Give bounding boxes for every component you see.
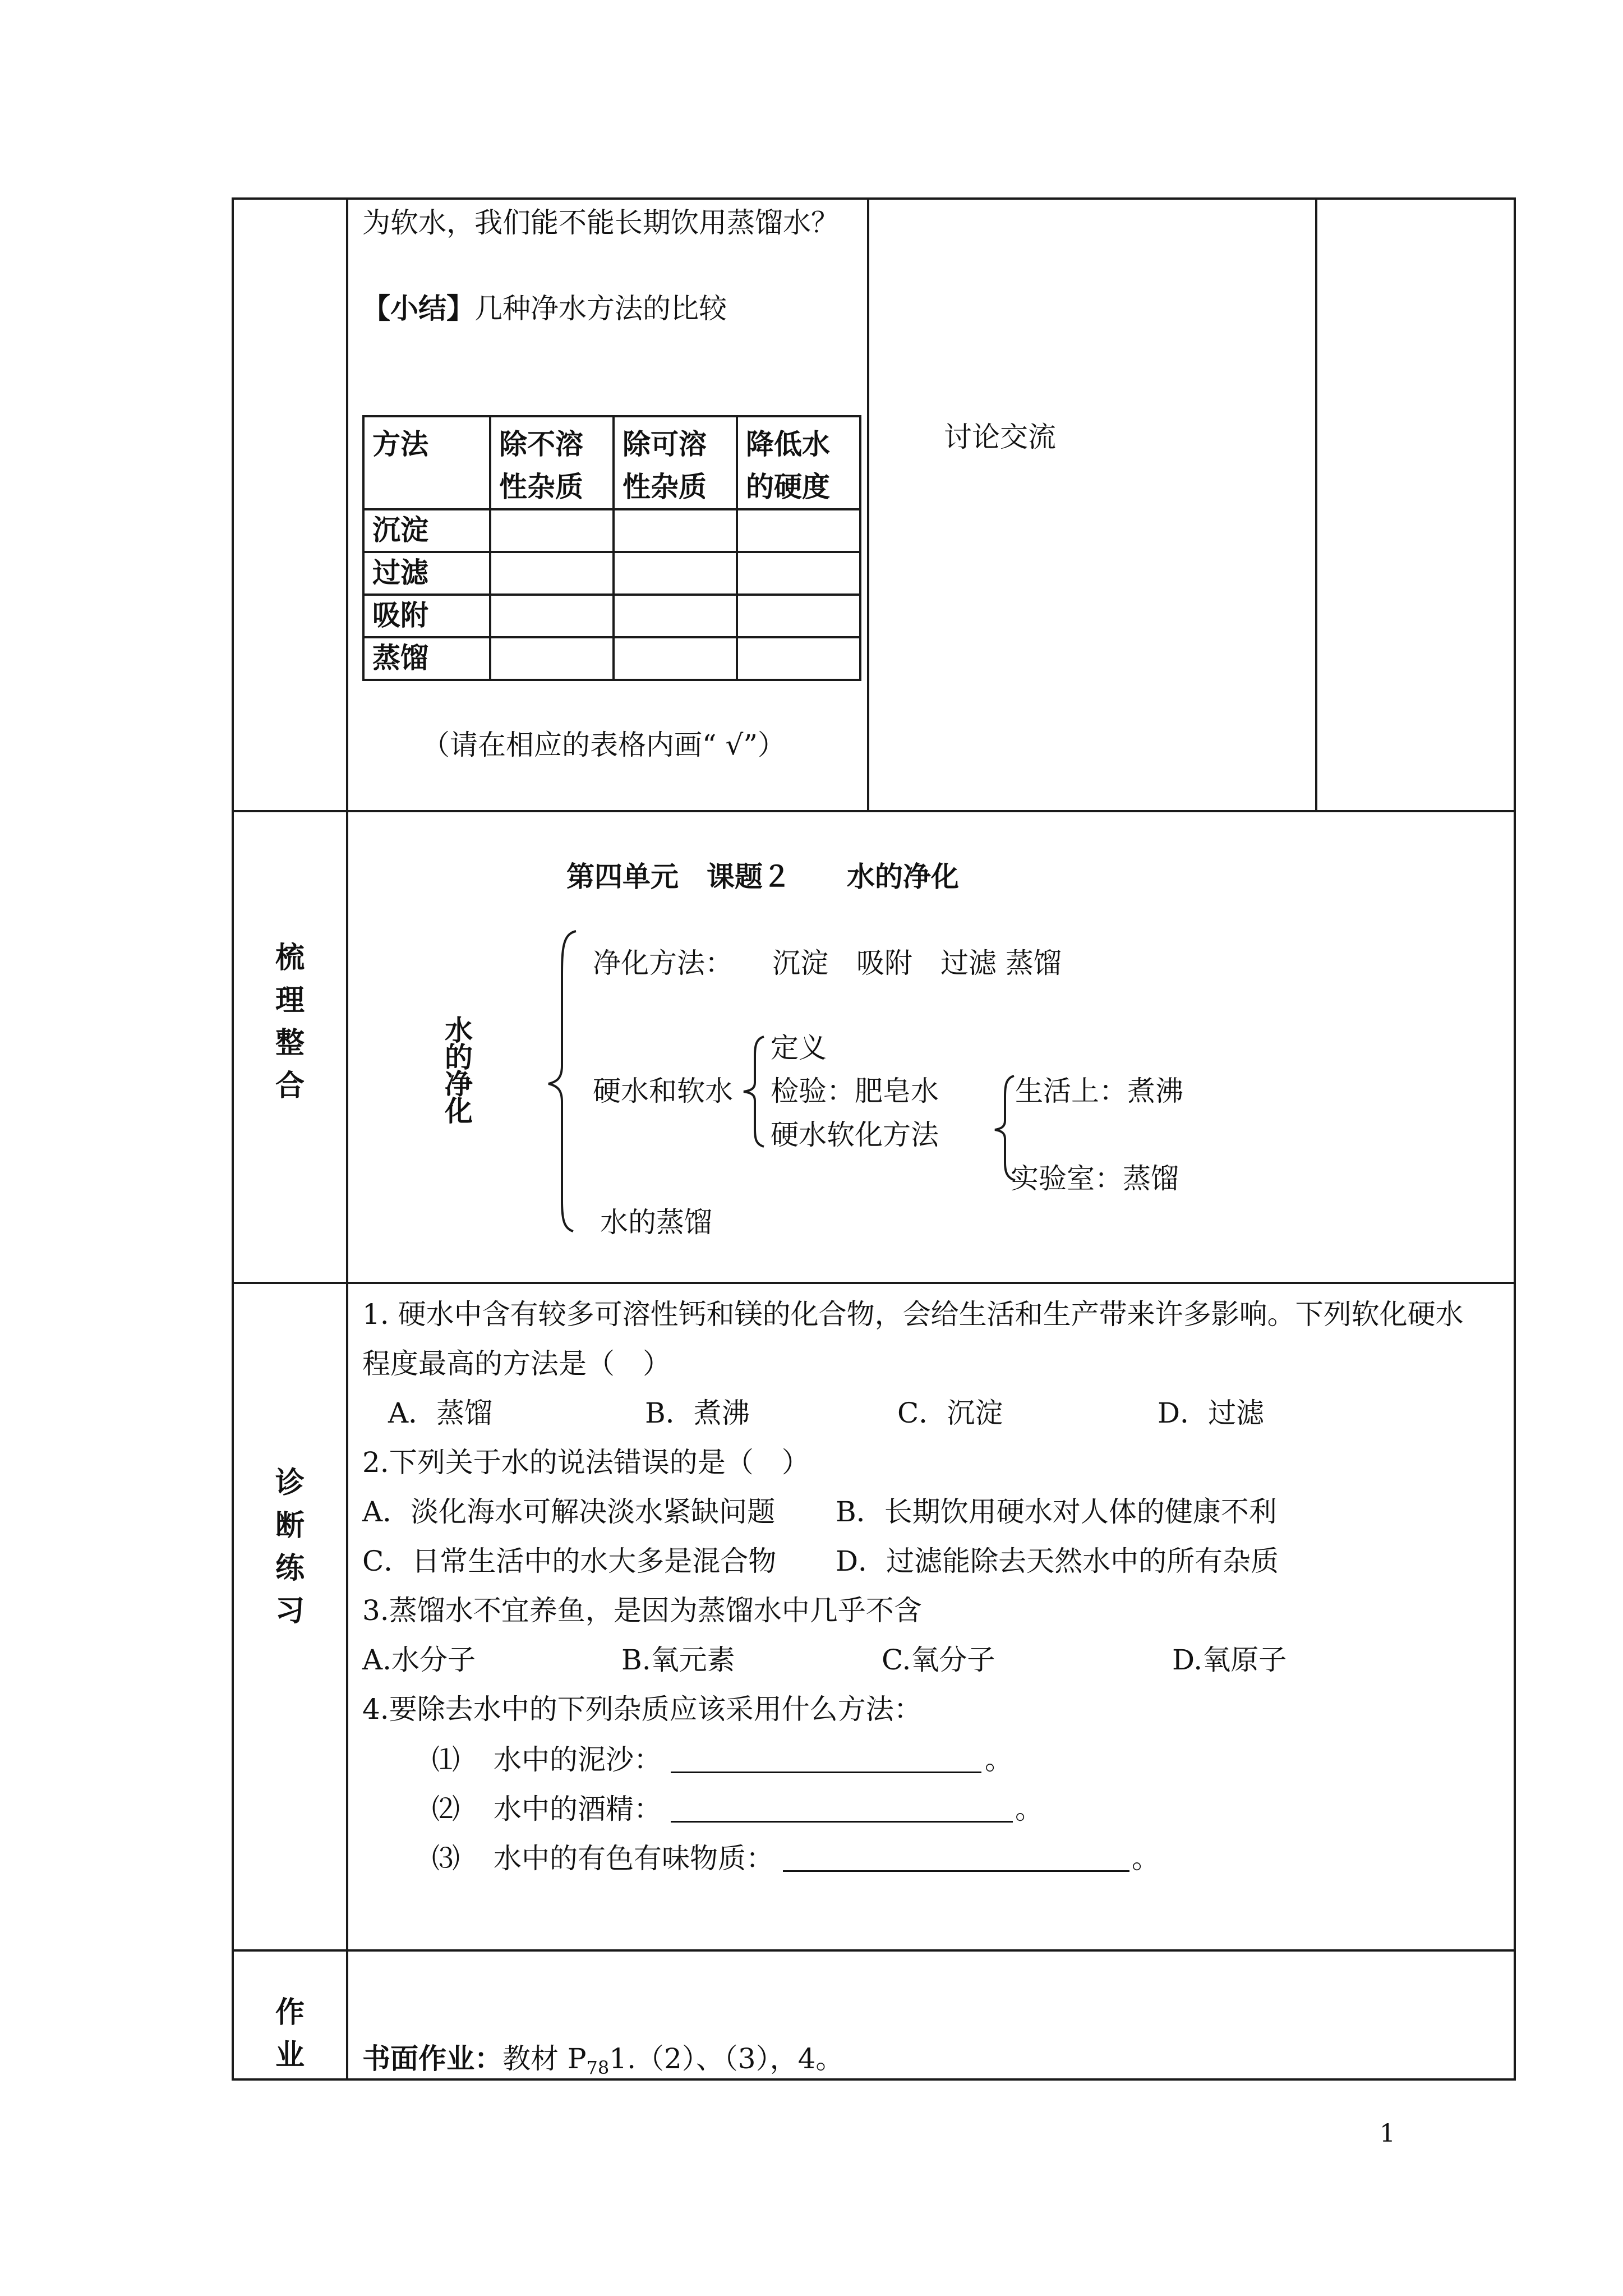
period: 。	[1015, 1793, 1043, 1825]
page-number: 1	[1380, 2119, 1395, 2148]
row-label: 蒸馏	[363, 637, 490, 680]
test-node: 检验：肥皂水	[771, 1075, 939, 1107]
sub-question: 水中的有色有味物质：	[494, 1842, 774, 1875]
answer-blank[interactable]	[671, 1821, 1013, 1823]
option[interactable]: D．过滤	[1158, 1397, 1265, 1429]
option[interactable]: A．淡化海水可解决淡水紧缺问题	[362, 1496, 776, 1528]
purify-methods-line: 净化方法： 沉淀 吸附 过滤 蒸馏	[593, 947, 1062, 979]
hard-soft-node: 硬水和软水	[593, 1075, 733, 1107]
sub-question: 水中的泥沙：	[494, 1743, 662, 1776]
option[interactable]: C．日常生活中的水大多是混合物	[362, 1545, 777, 1577]
question-3: 3.蒸馏水不宜养鱼，是因为蒸馏水中几乎不含	[362, 1594, 922, 1627]
lab-node: 实验室：蒸馏	[1011, 1162, 1179, 1195]
question-text: 为软水，我们能不能长期饮用蒸馏水？	[362, 206, 839, 239]
option[interactable]: D．过滤能除去天然水中的所有杂质	[836, 1545, 1279, 1577]
table-header: 除可溶 性杂质	[614, 416, 737, 509]
period: 。	[1132, 1842, 1160, 1875]
summary-tag: 【小结】	[362, 292, 474, 325]
section-label-review: 梳 理 整 合	[275, 941, 305, 1103]
answer-blank[interactable]	[783, 1870, 1129, 1872]
row-label: 沉淀	[363, 509, 490, 552]
sub-number: ⑴	[432, 1743, 460, 1776]
option[interactable]: A.水分子	[362, 1644, 476, 1676]
row-label: 吸附	[363, 595, 490, 637]
sub-question: 水中的酒精：	[494, 1793, 662, 1825]
definition-node: 定义	[771, 1032, 827, 1064]
question-4: 4.要除去水中的下列杂质应该采用什么方法：	[362, 1693, 922, 1726]
table-header: 方法	[363, 416, 490, 509]
sub-number: ⑶	[432, 1842, 460, 1875]
option[interactable]: B．长期饮用硬水对人体的健康不利	[836, 1496, 1277, 1528]
question-1-cont: 程度最高的方法是（ ）	[362, 1347, 671, 1380]
section-label-practice: 诊 断 练 习	[275, 1466, 305, 1628]
homework-label: 书面作业：	[362, 2042, 502, 2075]
row-label: 过滤	[363, 552, 490, 595]
option[interactable]: D.氧原子	[1172, 1644, 1287, 1676]
option[interactable]: B.氧元素	[621, 1644, 735, 1676]
summary-text: 几种净水方法的比较	[474, 292, 727, 325]
question-2: 2.下列关于水的说法错误的是（ ）	[362, 1446, 810, 1479]
table-note: （请在相应的表格内画“ √”）	[422, 729, 786, 761]
period: 。	[985, 1743, 1013, 1776]
discussion-label: 讨论交流	[944, 421, 1056, 453]
option[interactable]: C.氧分子	[882, 1644, 995, 1676]
option[interactable]: B．煮沸	[645, 1397, 750, 1429]
table-header: 除不溶 性杂质	[490, 416, 614, 509]
answer-blank[interactable]	[671, 1772, 981, 1773]
question-1: 1. 硬水中含有较多可溶性钙和镁的化合物，会给生活和生产带来许多影响。下列软化硬水	[362, 1298, 1464, 1331]
homework-line: 书面作业：教材 $P_{78}1.(2)$、（3），4。	[362, 2042, 844, 2078]
distill-node: 水的蒸馏	[600, 1206, 712, 1239]
option[interactable]: C．沉淀	[897, 1397, 1003, 1429]
sub-number: ⑵	[432, 1793, 460, 1825]
soften-node: 硬水软化方法	[771, 1119, 939, 1151]
outline-heading: 第四单元 课题２ 水的净化	[566, 860, 959, 893]
outline-root: 水 的 净 化	[445, 1014, 473, 1128]
section-label-homework: 作 业	[275, 1995, 305, 2072]
option[interactable]: A．蒸馏	[388, 1397, 493, 1429]
table-header: 降低水 的硬度	[737, 416, 860, 509]
life-node: 生活上：煮沸	[1015, 1075, 1183, 1107]
